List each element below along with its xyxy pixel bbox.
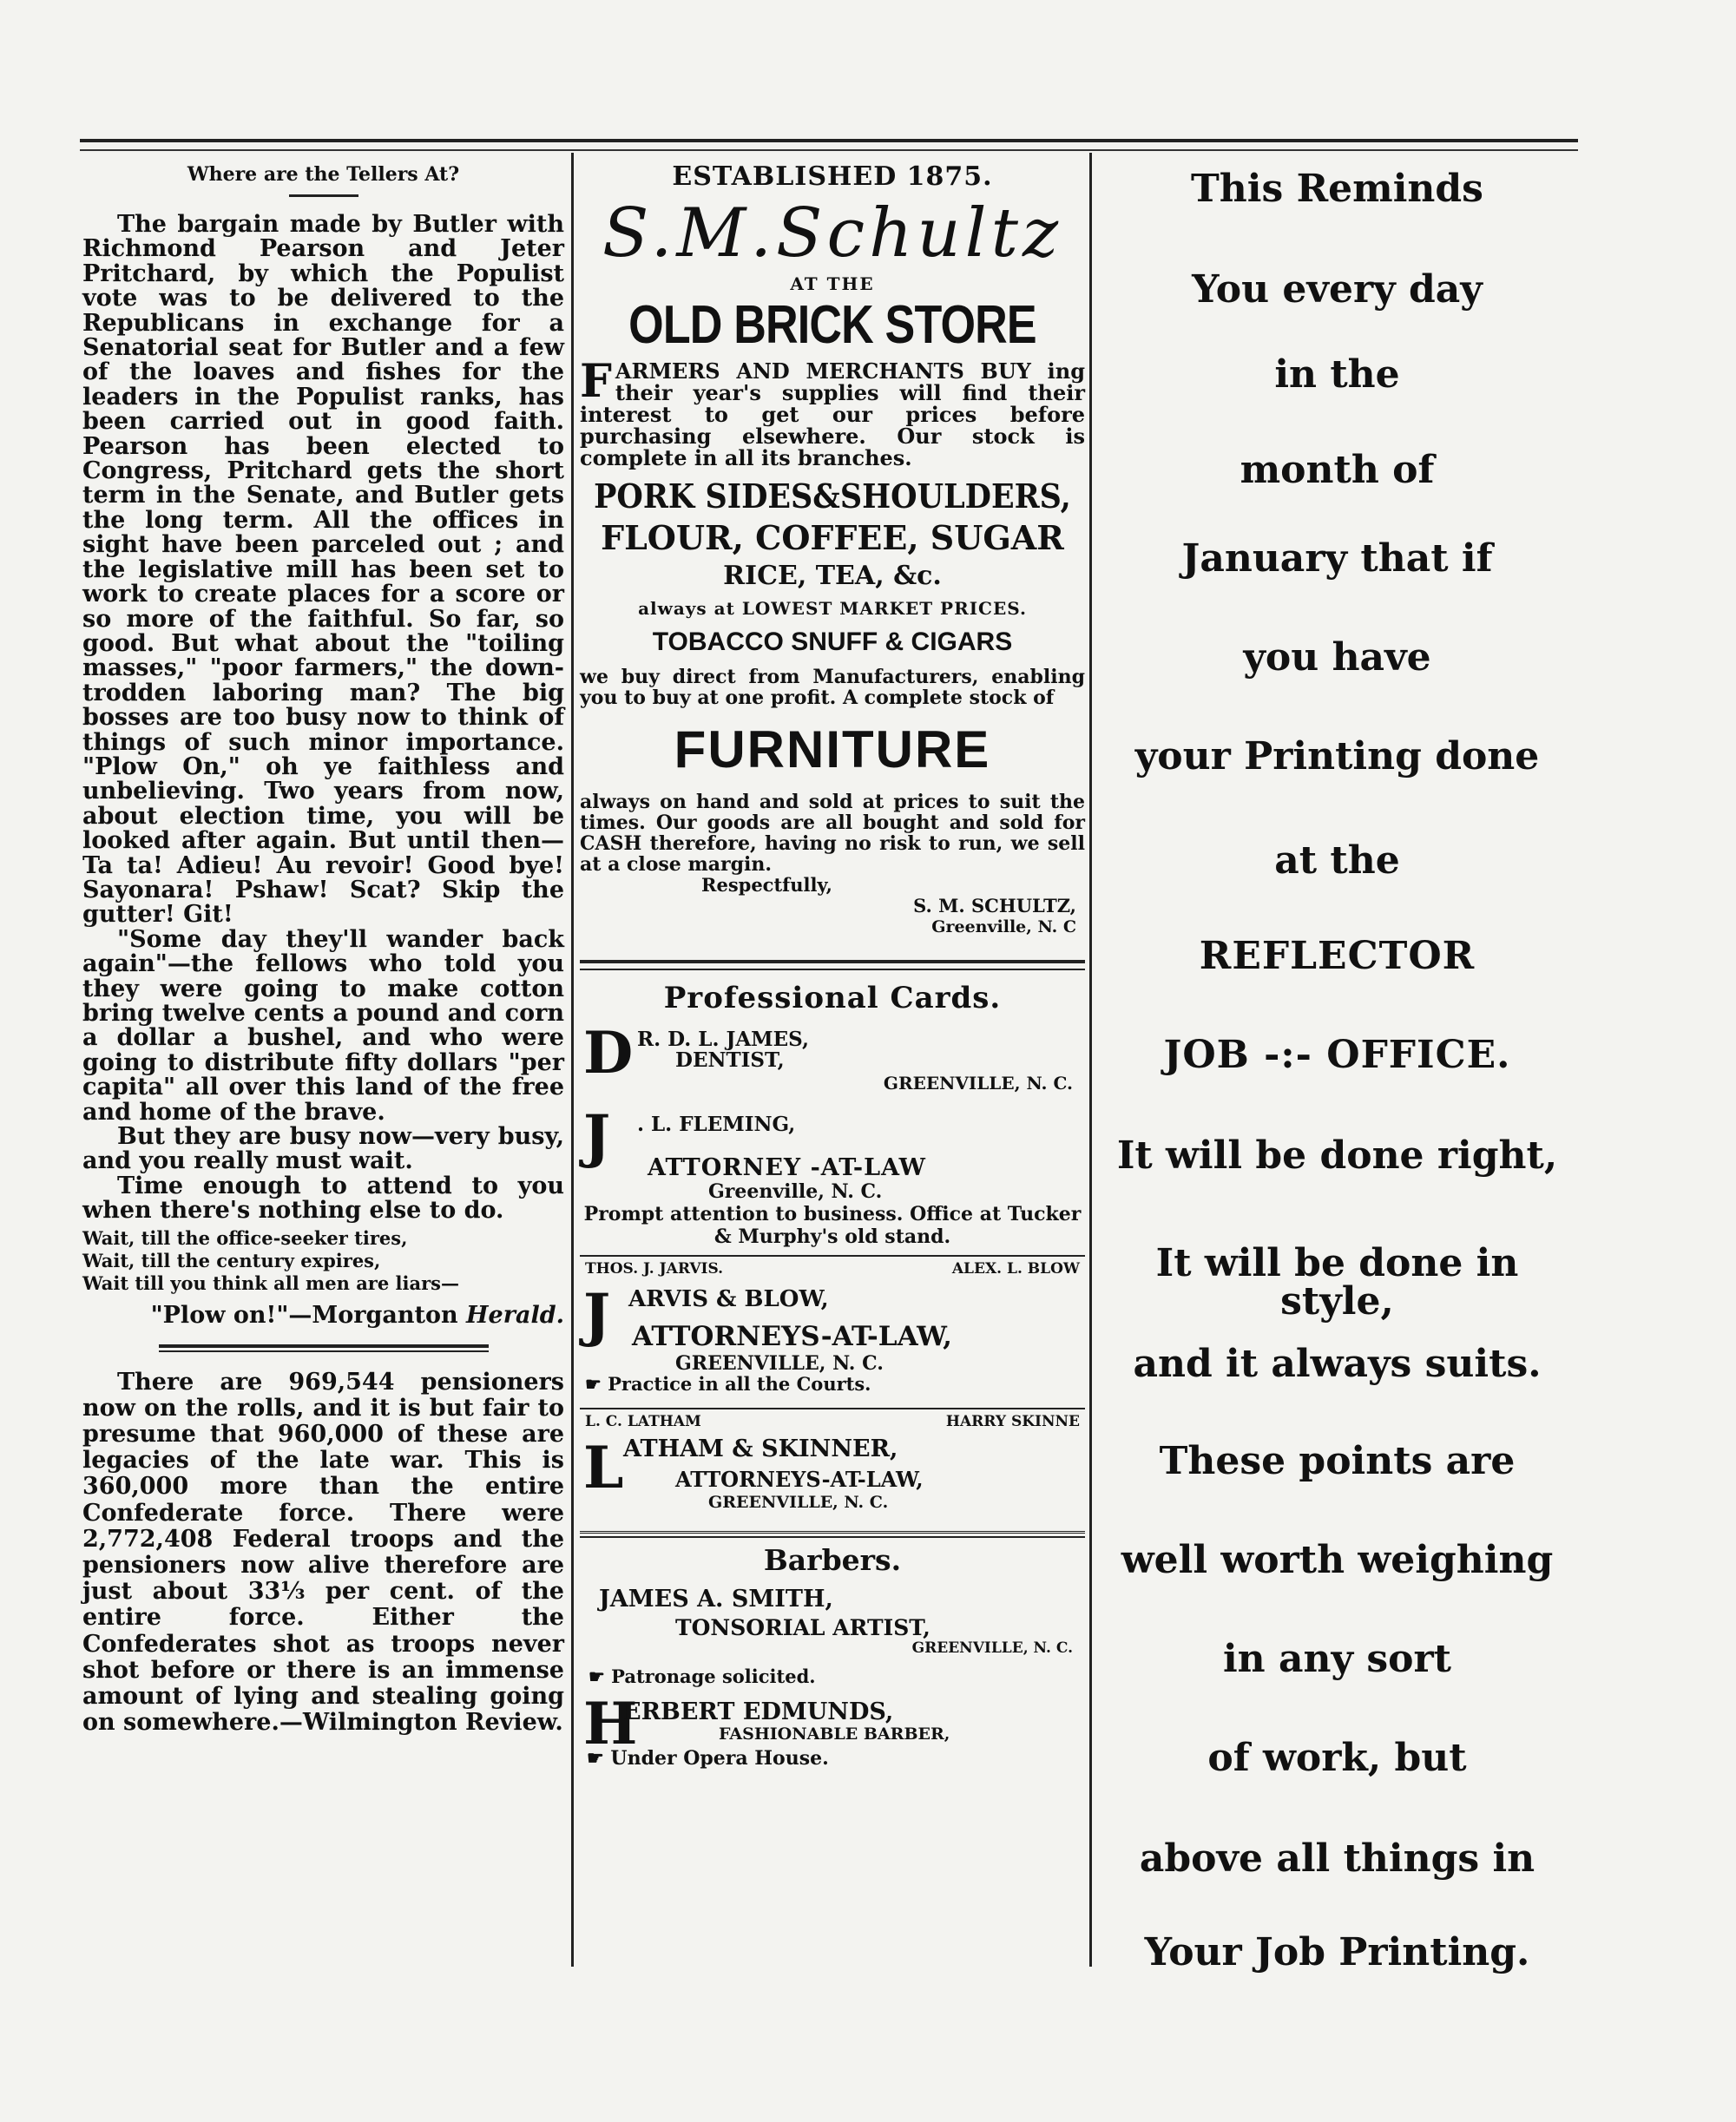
card-smith	[580, 1584, 1085, 1695]
card-firm: ATHAM & SKINNER,	[623, 1435, 898, 1462]
professional-cards-title: Professional Cards.	[663, 981, 1002, 1015]
ad-line: It will be done in style,	[1155, 1241, 1519, 1324]
article-credit	[82, 1302, 564, 1329]
partner-left: THOS. J. JARVIS.	[585, 1260, 724, 1278]
article-title: Where are the Tellers At?	[187, 163, 460, 186]
card-title: ATTORNEY -AT-LAW	[648, 1154, 927, 1181]
section-rule	[580, 960, 1085, 963]
column-divider-right	[1089, 153, 1092, 1967]
section-rule-thin	[580, 969, 1085, 970]
ad-line: This Reminds	[1191, 167, 1483, 211]
column-divider-left	[571, 153, 574, 1967]
farmers-text: ing their year's supplies will find their interest to get our prices before purchasing elsewhere. Our stock is complete in all its branches.	[580, 358, 1085, 470]
column-job-printing-ad	[1101, 158, 1574, 1974]
card-title: ATTORNEYS-AT-LAW,	[675, 1467, 924, 1492]
partner-left: L. C. LATHAM	[585, 1413, 701, 1430]
ad-line: you have	[1243, 635, 1431, 680]
card-note: ☛ Patronage solicited.	[589, 1665, 816, 1687]
farmers-head: ARMERS AND MERCHANTS BUY	[615, 358, 1031, 384]
at-the-label: AT THE	[790, 273, 875, 294]
always-hand-text: always on hand and sold at prices to suit the times. Our goods are all bought and sold for CASH therefore, having no risk to run, we sell at a close margin.	[580, 791, 1085, 876]
farmers-paragraph	[580, 355, 1085, 470]
credit-paper: Herald.	[466, 1301, 564, 1329]
paragraph: There are 969,544 pensioners now on the rolls, and it is but fair to presume that 960,000 of these are legacies of the late war. This is 360,000 more than the entire Confederate force. There were 2,772,408 Federal troops and the pensioners now alive therefore are just about 33⅓ per cent. of the entire force. Either the Confederates shot as troops never shot before or there is an immense amount of lying and stealing going on somewhere.—Wilmington Review.	[82, 1368, 564, 1737]
ad-line: in the	[1274, 352, 1400, 397]
card-city: GREENVILLE, N. C.	[708, 1493, 889, 1512]
article-body	[82, 213, 564, 1224]
card-title: ATTORNEYS-AT-LAW,	[632, 1321, 952, 1352]
drop-cap: D	[583, 1019, 634, 1087]
card-fleming	[580, 1102, 1085, 1255]
ad-line: January that if	[1181, 536, 1493, 581]
ad-line: well worth weighing	[1121, 1538, 1554, 1582]
column-editorial	[82, 158, 564, 1737]
credit-text: "Plow on!"—Morganton	[150, 1301, 467, 1329]
signature: S. M. SCHULTZ,	[913, 895, 1076, 916]
partner-right: HARRY SKINNE	[945, 1413, 1080, 1430]
poem-line: Wait, till the office-seeker tires,	[82, 1226, 408, 1249]
ad-line: above all things in	[1139, 1836, 1535, 1881]
furniture-heading: FURNITURE	[674, 720, 991, 779]
drop-cap: H	[583, 1690, 638, 1757]
paragraph: "Some day they'll wander back again"—the fellows who told you they were going to make cotton bring twelve cents a pound and corn a dollar a bushel, and who were going to distribute fifty dollars "per capita" all over this land of the free and home of the brave.	[82, 925, 564, 1126]
card-note: Prompt attention to business. Office at Tucker & Murphy's old stand.	[583, 1203, 1082, 1248]
established-line: ESTABLISHED 1875.	[672, 161, 993, 192]
ad-line: Your Job Printing.	[1144, 1930, 1530, 1974]
poem	[82, 1227, 564, 1295]
card-name: JAMES A. SMITH,	[599, 1586, 833, 1613]
drop-cap: F	[580, 355, 612, 408]
tobacco-line: TOBACCO SNUFF & CIGARS	[652, 627, 1013, 656]
ad-line: These points are	[1159, 1439, 1516, 1483]
card-name: . L. FLEMING,	[637, 1113, 796, 1136]
rice-line: RICE, TEA, &c.	[723, 561, 942, 591]
respectfully: Respectfully,	[701, 874, 832, 896]
card-city: Greenville, N. C.	[708, 1180, 883, 1203]
ad-line: REFLECTOR	[1199, 934, 1476, 978]
paragraph: Time enough to attend to you when there's nothing else to do.	[82, 1172, 564, 1225]
store-name: OLD BRICK STORE	[628, 295, 1036, 355]
card-title: FASHIONABLE BARBER,	[719, 1725, 950, 1744]
partner-names	[580, 1260, 1085, 1278]
article-separator	[159, 1344, 489, 1352]
card-jarvis	[580, 1260, 1085, 1408]
ad-line: JOB -:- OFFICE.	[1163, 1033, 1511, 1077]
poem-line: Wait, till the century expires,	[82, 1249, 381, 1271]
ad-line: month of	[1240, 448, 1435, 492]
column-advertisements	[580, 158, 1085, 1773]
card-city: GREENVILLE, N. C.	[675, 1352, 884, 1375]
card-james	[580, 1019, 1085, 1107]
card-separator	[580, 1408, 1085, 1409]
title-dash	[289, 194, 358, 197]
card-title: DENTIST,	[675, 1048, 785, 1072]
paragraph: But they are busy now—very busy, and you really must wait.	[82, 1123, 564, 1175]
poem-line: Wait till you think all men are liars—	[82, 1271, 459, 1294]
drop-cap: J	[583, 1102, 611, 1170]
ad-line: and it always suits.	[1133, 1342, 1542, 1386]
ad-line: at the	[1274, 838, 1400, 883]
drop-cap: J	[583, 1281, 611, 1349]
top-rule-thin	[80, 149, 1578, 151]
ad-line: your Printing done	[1134, 734, 1540, 779]
card-separator	[580, 1255, 1085, 1257]
ad-line: You every day	[1192, 267, 1483, 312]
card-city: GREENVILLE, N. C.	[883, 1073, 1073, 1094]
section-rule	[580, 1531, 1085, 1538]
partner-right: ALEX. L. BLOW	[951, 1260, 1080, 1278]
card-city: GREENVILLE, N. C.	[911, 1639, 1073, 1657]
flour-line: FLOUR, COFFEE, SUGAR	[601, 518, 1064, 557]
paragraph: The bargain made by Butler with Richmond Pearson and Jeter Pritchard, by which the Populist vote was to be delivered to the Republicans in exchange for a Senatorial seat for Butler and a few of the loaves and fishes for the leaders in the Populist ranks, has been carried out in good faith. Pearson has been elected to Congress, Pritchard gets the short term in the Senate, and Butler gets the long term. All the offices in sight have been parceled out ; and the legislative mill has been set to work to create places for a score or so more of the faithful. So far, so good. But what about the "toiling masses," "poor farmers," the down-trodden laboring man? The big bosses are too busy now to think of things of such minor importance. "Plow On," oh ye faithless and unbelieving. Two years from now, about election time, you will be looked after again. But until then—Ta ta! Adieu! Au revoir! Good bye! Sayonara! Pshaw! Scat? Skip the gutter! Git!	[82, 211, 564, 929]
partner-names	[580, 1413, 1085, 1430]
ad-line: of work, but	[1207, 1736, 1467, 1780]
card-title: TONSORIAL ARTIST,	[675, 1615, 930, 1640]
card-note: ☛ Under Opera House.	[587, 1747, 829, 1770]
signature-block	[580, 875, 1085, 937]
card-latham	[580, 1413, 1085, 1527]
location: Greenville, N. C	[931, 917, 1076, 936]
card-name: R. D. L. JAMES,	[637, 1028, 809, 1051]
brand-name: S.M.Schultz	[602, 194, 1063, 273]
card-note: ☛ Practice in all the Courts.	[585, 1373, 871, 1395]
top-rule	[80, 139, 1578, 142]
ad-line: It will be done right,	[1116, 1133, 1558, 1178]
pork-line: PORK SIDES&SHOULDERS,	[594, 476, 1071, 516]
card-firm: ARVIS & BLOW,	[628, 1286, 829, 1312]
buy-direct-text: we buy direct from Manufacturers, enabling you to buy at one profit. A complete stock of	[580, 666, 1085, 709]
drop-cap: L	[583, 1434, 624, 1501]
barbers-title: Barbers.	[763, 1543, 902, 1577]
always-line: always at LOWEST MARKET PRICES.	[638, 598, 1027, 619]
card-name: ERBERT EDMUNDS,	[623, 1698, 894, 1725]
card-edmunds	[580, 1690, 1085, 1773]
ad-line: in any sort	[1222, 1637, 1452, 1681]
pensioners-article	[82, 1370, 564, 1737]
